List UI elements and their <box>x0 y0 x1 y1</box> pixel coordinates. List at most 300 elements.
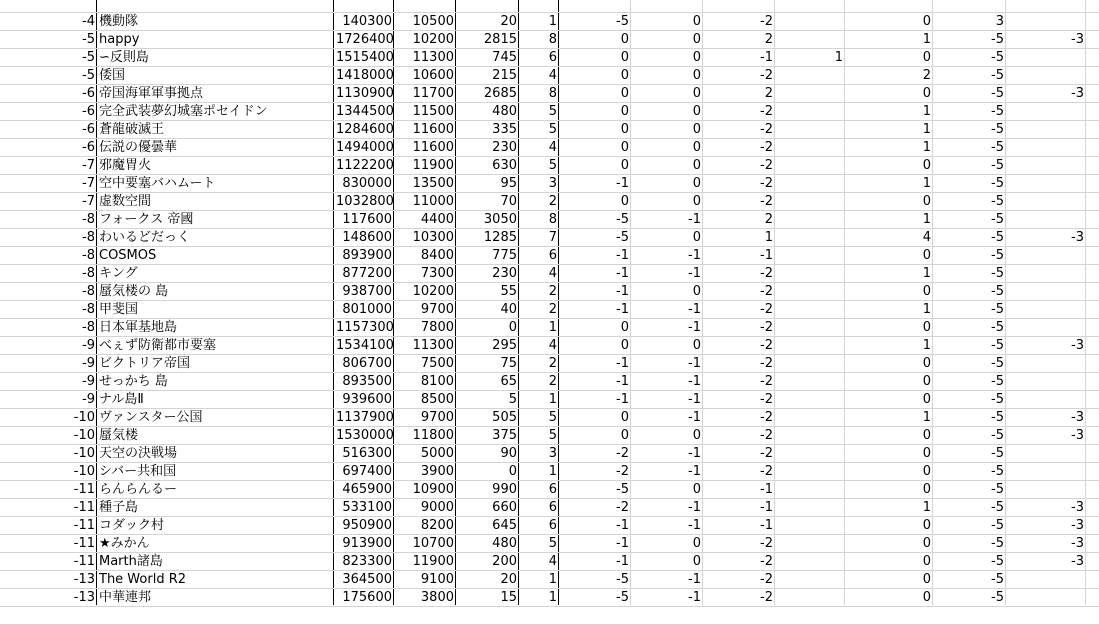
table-cell[interactable]: -11 <box>73 536 95 551</box>
table-cell[interactable] <box>775 337 845 354</box>
table-cell[interactable]: 2 <box>922 68 931 83</box>
island-name-cell[interactable]: らんらんるー <box>99 482 178 497</box>
table-cell[interactable]: 1534100 <box>336 338 394 353</box>
table-cell[interactable]: 0 <box>620 122 629 137</box>
table-cell[interactable]: 893900 <box>342 248 392 263</box>
table-cell[interactable]: -5 <box>991 140 1004 155</box>
table-cell[interactable]: 0 <box>922 50 931 65</box>
table-cell[interactable]: 1 <box>922 104 931 119</box>
table-cell[interactable]: 335 <box>492 122 517 137</box>
island-name-cell[interactable]: わいるどだっく <box>99 230 191 245</box>
island-name-cell[interactable]: Marth諸島 <box>99 554 163 569</box>
table-cell[interactable]: -11 <box>73 500 95 515</box>
table-cell[interactable] <box>559 0 631 12</box>
table-cell[interactable] <box>703 607 775 624</box>
table-cell[interactable] <box>933 0 1006 12</box>
table-cell[interactable] <box>1006 49 1086 66</box>
table-cell[interactable]: -1 <box>688 392 701 407</box>
table-cell[interactable] <box>775 409 845 426</box>
island-name-cell[interactable]: 蒼龍破滅王 <box>99 122 165 137</box>
island-name-cell[interactable]: ビクトリア帝国 <box>99 356 191 371</box>
table-cell[interactable]: 465900 <box>342 482 392 497</box>
table-cell[interactable]: 75 <box>500 356 517 371</box>
table-cell[interactable]: 6 <box>548 500 557 515</box>
table-cell[interactable]: -5 <box>616 212 629 227</box>
table-cell[interactable]: -5 <box>991 50 1004 65</box>
table-cell[interactable]: 0 <box>922 482 931 497</box>
table-cell[interactable]: -1 <box>688 302 701 317</box>
table-cell[interactable]: 8400 <box>420 248 454 263</box>
table-cell[interactable]: 1157300 <box>336 320 394 335</box>
table-cell[interactable]: 775 <box>492 248 517 263</box>
table-cell[interactable]: -1 <box>616 176 629 191</box>
table-cell[interactable]: -9 <box>82 392 95 407</box>
table-cell[interactable]: -5 <box>991 248 1004 263</box>
table-cell[interactable] <box>775 247 845 264</box>
table-cell[interactable]: -2 <box>760 536 773 551</box>
island-name-cell[interactable]: せっかち 島 <box>99 374 168 389</box>
table-cell[interactable]: -2 <box>760 104 773 119</box>
table-cell[interactable]: -2 <box>760 140 773 155</box>
table-cell[interactable]: 1 <box>922 176 931 191</box>
table-cell[interactable]: 2 <box>764 86 773 101</box>
table-cell[interactable] <box>1006 67 1086 84</box>
table-cell[interactable]: -5 <box>991 86 1004 101</box>
table-cell[interactable]: -1 <box>616 554 629 569</box>
island-name-cell[interactable]: 完全武装夢幻城塞ポセイドン <box>99 104 268 119</box>
island-name-cell[interactable]: 伝説の優曇華 <box>99 140 178 155</box>
table-cell[interactable]: 364500 <box>342 572 392 587</box>
table-cell[interactable] <box>775 391 845 408</box>
table-cell[interactable] <box>775 463 845 480</box>
table-cell[interactable] <box>1006 0 1086 12</box>
table-cell[interactable]: -2 <box>760 356 773 371</box>
table-cell[interactable] <box>456 607 519 624</box>
table-cell[interactable]: 2 <box>764 32 773 47</box>
table-cell[interactable]: 6 <box>548 248 557 263</box>
table-cell[interactable]: 4 <box>548 266 557 281</box>
table-cell[interactable]: -6 <box>82 86 95 101</box>
table-cell[interactable]: -1 <box>688 212 701 227</box>
table-cell[interactable]: 3800 <box>420 590 454 605</box>
table-cell[interactable]: 11900 <box>412 554 454 569</box>
table-cell[interactable]: 10200 <box>412 32 454 47</box>
table-cell[interactable]: -1 <box>688 518 701 533</box>
table-cell[interactable]: 10700 <box>412 536 454 551</box>
table-cell[interactable]: -2 <box>760 68 773 83</box>
table-cell[interactable]: 2 <box>548 284 557 299</box>
table-cell[interactable] <box>1006 445 1086 462</box>
table-cell[interactable] <box>394 607 456 624</box>
table-cell[interactable]: 65 <box>500 374 517 389</box>
table-cell[interactable]: 148600 <box>342 230 392 245</box>
table-cell[interactable]: 0 <box>922 392 931 407</box>
table-cell[interactable]: -1 <box>688 572 701 587</box>
table-cell[interactable] <box>775 85 845 102</box>
table-cell[interactable]: 0 <box>922 446 931 461</box>
island-name-cell[interactable]: 帝国海軍軍事拠点 <box>99 86 204 101</box>
table-cell[interactable]: 0 <box>508 464 517 479</box>
table-cell[interactable]: -5 <box>82 68 95 83</box>
table-cell[interactable]: 8 <box>548 86 557 101</box>
table-cell[interactable] <box>1006 355 1086 372</box>
table-cell[interactable] <box>775 103 845 120</box>
table-cell[interactable]: 0 <box>922 428 931 443</box>
table-cell[interactable]: 0 <box>620 140 629 155</box>
table-cell[interactable]: -5 <box>991 158 1004 173</box>
table-cell[interactable]: 295 <box>492 338 517 353</box>
table-cell[interactable]: -5 <box>82 50 95 65</box>
table-cell[interactable]: 1 <box>548 590 557 605</box>
table-cell[interactable]: -1 <box>688 590 701 605</box>
table-cell[interactable] <box>0 607 97 624</box>
table-cell[interactable]: -7 <box>82 194 95 209</box>
table-cell[interactable]: 0 <box>922 590 931 605</box>
table-cell[interactable]: -5 <box>616 482 629 497</box>
table-cell[interactable]: -2 <box>760 338 773 353</box>
table-cell[interactable]: 11900 <box>412 158 454 173</box>
table-cell[interactable]: 0 <box>508 320 517 335</box>
table-cell[interactable]: 990 <box>492 482 517 497</box>
table-cell[interactable]: -5 <box>82 32 95 47</box>
table-cell[interactable]: 0 <box>620 158 629 173</box>
table-cell[interactable] <box>456 0 519 12</box>
table-cell[interactable]: 95 <box>500 176 517 191</box>
table-cell[interactable]: -5 <box>991 536 1004 551</box>
island-name-cell[interactable]: キング <box>99 266 138 281</box>
table-cell[interactable]: 0 <box>692 428 701 443</box>
table-cell[interactable]: 200 <box>492 554 517 569</box>
table-cell[interactable]: 1494000 <box>336 140 394 155</box>
table-cell[interactable]: 2 <box>548 302 557 317</box>
table-cell[interactable] <box>775 265 845 282</box>
table-cell[interactable]: -5 <box>991 104 1004 119</box>
table-cell[interactable]: -3 <box>1071 554 1084 569</box>
table-cell[interactable]: 0 <box>620 338 629 353</box>
table-cell[interactable]: 877200 <box>342 266 392 281</box>
table-cell[interactable]: 1344500 <box>336 104 394 119</box>
table-cell[interactable]: -3 <box>1071 500 1084 515</box>
table-cell[interactable]: 0 <box>692 338 701 353</box>
table-cell[interactable]: 3 <box>548 446 557 461</box>
table-cell[interactable]: 1 <box>922 266 931 281</box>
table-cell[interactable]: -1 <box>688 266 701 281</box>
island-name-cell[interactable]: シバー共和国 <box>99 464 177 479</box>
table-cell[interactable] <box>775 175 845 192</box>
table-cell[interactable] <box>775 193 845 210</box>
table-cell[interactable]: 8100 <box>420 374 454 389</box>
table-cell[interactable] <box>1006 139 1086 156</box>
table-cell[interactable]: 2815 <box>483 32 517 47</box>
table-cell[interactable]: 0 <box>620 410 629 425</box>
island-name-cell[interactable]: 種子島 <box>99 500 139 515</box>
table-cell[interactable]: 0 <box>922 572 931 587</box>
table-cell[interactable] <box>1006 211 1086 228</box>
table-cell[interactable]: 0 <box>620 50 629 65</box>
table-cell[interactable]: -5 <box>991 122 1004 137</box>
table-cell[interactable] <box>775 67 845 84</box>
table-cell[interactable]: -2 <box>616 446 629 461</box>
island-name-cell[interactable]: 虚数空間 <box>99 194 152 209</box>
table-cell[interactable] <box>1006 283 1086 300</box>
table-cell[interactable] <box>1006 175 1086 192</box>
table-cell[interactable]: 5 <box>548 104 557 119</box>
table-cell[interactable] <box>631 607 703 624</box>
table-cell[interactable]: 480 <box>492 536 517 551</box>
table-cell[interactable]: 215 <box>492 68 517 83</box>
table-cell[interactable]: 8 <box>548 32 557 47</box>
table-cell[interactable]: -1 <box>688 464 701 479</box>
table-cell[interactable]: 15 <box>500 590 517 605</box>
table-cell[interactable]: 5 <box>548 122 557 137</box>
island-name-cell[interactable]: 倭国 <box>99 68 126 83</box>
table-cell[interactable]: 9700 <box>420 302 454 317</box>
table-cell[interactable]: 1 <box>922 32 931 47</box>
table-cell[interactable]: 6 <box>548 482 557 497</box>
table-cell[interactable]: 480 <box>492 104 517 119</box>
table-cell[interactable]: 3 <box>995 14 1004 29</box>
table-cell[interactable]: -1 <box>760 500 773 515</box>
table-cell[interactable]: 10300 <box>412 230 454 245</box>
table-cell[interactable]: 0 <box>922 518 931 533</box>
table-cell[interactable] <box>845 0 933 12</box>
table-cell[interactable]: -5 <box>991 32 1004 47</box>
table-cell[interactable]: -2 <box>760 284 773 299</box>
table-cell[interactable] <box>775 445 845 462</box>
table-cell[interactable]: 11600 <box>412 140 454 155</box>
table-cell[interactable] <box>775 157 845 174</box>
table-cell[interactable]: 1 <box>834 50 843 65</box>
table-cell[interactable] <box>1006 301 1086 318</box>
island-name-cell[interactable]: フォークス 帝國 <box>99 212 194 227</box>
island-name-cell[interactable]: 蜃気楼の 島 <box>99 284 169 299</box>
table-cell[interactable]: 645 <box>492 518 517 533</box>
table-cell[interactable]: 7300 <box>420 266 454 281</box>
table-cell[interactable]: 5 <box>548 428 557 443</box>
table-cell[interactable]: 533100 <box>342 500 392 515</box>
table-cell[interactable]: 0 <box>620 68 629 83</box>
table-cell[interactable]: -5 <box>991 428 1004 443</box>
table-cell[interactable]: -2 <box>760 554 773 569</box>
table-cell[interactable]: 1130900 <box>336 86 394 101</box>
table-cell[interactable] <box>1006 589 1086 606</box>
table-cell[interactable]: 55 <box>500 284 517 299</box>
table-cell[interactable] <box>1006 193 1086 210</box>
table-cell[interactable]: 950900 <box>342 518 392 533</box>
table-cell[interactable]: 0 <box>692 230 701 245</box>
table-cell[interactable] <box>334 0 394 12</box>
table-cell[interactable]: 893500 <box>342 374 392 389</box>
table-cell[interactable]: 1 <box>922 140 931 155</box>
table-cell[interactable]: -5 <box>991 518 1004 533</box>
table-cell[interactable]: 3050 <box>483 212 517 227</box>
table-cell[interactable]: 660 <box>492 500 517 515</box>
table-cell[interactable]: 7500 <box>420 356 454 371</box>
table-cell[interactable]: -1 <box>616 302 629 317</box>
table-cell[interactable]: 10900 <box>412 482 454 497</box>
table-cell[interactable]: -8 <box>82 230 95 245</box>
table-cell[interactable]: 939600 <box>342 392 392 407</box>
table-cell[interactable]: 90 <box>500 446 517 461</box>
table-cell[interactable]: 2 <box>548 194 557 209</box>
table-cell[interactable]: -2 <box>760 410 773 425</box>
table-cell[interactable]: -1 <box>616 392 629 407</box>
table-cell[interactable]: 2 <box>548 374 557 389</box>
table-cell[interactable]: -5 <box>991 446 1004 461</box>
table-cell[interactable]: 20 <box>500 572 517 587</box>
table-cell[interactable] <box>775 139 845 156</box>
table-cell[interactable] <box>775 589 845 606</box>
table-cell[interactable]: 375 <box>492 428 517 443</box>
table-cell[interactable]: -5 <box>991 176 1004 191</box>
table-cell[interactable] <box>559 607 631 624</box>
table-cell[interactable]: 9100 <box>420 572 454 587</box>
table-cell[interactable]: 230 <box>492 266 517 281</box>
table-cell[interactable]: 1 <box>764 230 773 245</box>
table-cell[interactable]: 4 <box>548 140 557 155</box>
table-cell[interactable]: 1 <box>922 410 931 425</box>
table-cell[interactable]: -5 <box>991 266 1004 281</box>
table-cell[interactable]: 0 <box>922 374 931 389</box>
table-cell[interactable]: 1032800 <box>336 194 394 209</box>
table-cell[interactable]: 140300 <box>342 14 392 29</box>
table-cell[interactable]: -5 <box>616 230 629 245</box>
table-cell[interactable]: -2 <box>760 194 773 209</box>
table-cell[interactable]: 0 <box>692 140 701 155</box>
table-cell[interactable]: 0 <box>692 176 701 191</box>
table-cell[interactable]: 0 <box>922 554 931 569</box>
table-cell[interactable]: -5 <box>991 212 1004 227</box>
table-cell[interactable] <box>394 0 456 12</box>
table-cell[interactable]: 0 <box>692 554 701 569</box>
table-cell[interactable]: -1 <box>616 284 629 299</box>
table-cell[interactable]: 1515400 <box>336 50 394 65</box>
table-cell[interactable]: -3 <box>1071 536 1084 551</box>
table-cell[interactable]: -3 <box>1071 338 1084 353</box>
table-cell[interactable]: 2 <box>548 356 557 371</box>
table-cell[interactable]: -2 <box>760 374 773 389</box>
table-cell[interactable]: -2 <box>760 428 773 443</box>
island-name-cell[interactable]: べぇず防衛都市要塞 <box>99 338 217 353</box>
island-name-cell[interactable]: 日本軍基地島 <box>99 320 178 335</box>
table-cell[interactable] <box>775 31 845 48</box>
table-cell[interactable]: -13 <box>73 590 95 605</box>
table-cell[interactable]: -8 <box>82 284 95 299</box>
table-cell[interactable]: -6 <box>82 104 95 119</box>
table-cell[interactable]: 516300 <box>342 446 392 461</box>
table-cell[interactable] <box>1006 373 1086 390</box>
table-cell[interactable]: -3 <box>1071 86 1084 101</box>
table-cell[interactable]: 5000 <box>420 446 454 461</box>
table-cell[interactable]: 0 <box>922 320 931 335</box>
island-name-cell[interactable]: The World R2 <box>99 572 187 587</box>
table-cell[interactable]: 8 <box>548 212 557 227</box>
table-cell[interactable]: 5 <box>548 158 557 173</box>
table-cell[interactable]: 10200 <box>412 284 454 299</box>
table-cell[interactable]: -5 <box>991 338 1004 353</box>
table-cell[interactable]: 0 <box>692 194 701 209</box>
table-cell[interactable] <box>1006 247 1086 264</box>
table-cell[interactable] <box>1006 121 1086 138</box>
table-cell[interactable] <box>703 0 775 12</box>
table-cell[interactable]: -2 <box>760 464 773 479</box>
table-cell[interactable]: 2685 <box>483 86 517 101</box>
table-cell[interactable]: -9 <box>82 338 95 353</box>
table-cell[interactable]: 7800 <box>420 320 454 335</box>
table-cell[interactable]: -2 <box>760 320 773 335</box>
table-cell[interactable]: -2 <box>760 590 773 605</box>
table-cell[interactable]: -1 <box>688 356 701 371</box>
table-cell[interactable]: -2 <box>616 500 629 515</box>
table-cell[interactable] <box>1006 265 1086 282</box>
table-cell[interactable]: 1 <box>922 212 931 227</box>
table-cell[interactable]: -5 <box>991 194 1004 209</box>
table-cell[interactable]: -2 <box>760 392 773 407</box>
table-cell[interactable]: 0 <box>692 86 701 101</box>
table-cell[interactable]: -1 <box>760 248 773 263</box>
table-cell[interactable]: 0 <box>620 104 629 119</box>
table-cell[interactable]: -5 <box>991 500 1004 515</box>
table-cell[interactable]: -5 <box>991 554 1004 569</box>
table-cell[interactable]: -6 <box>82 122 95 137</box>
table-cell[interactable] <box>775 427 845 444</box>
table-cell[interactable]: -6 <box>82 140 95 155</box>
table-cell[interactable] <box>775 499 845 516</box>
island-name-cell[interactable]: ★みかん <box>99 536 150 551</box>
table-cell[interactable]: 1 <box>548 572 557 587</box>
table-cell[interactable] <box>775 121 845 138</box>
island-name-cell[interactable]: コダック村 <box>99 518 165 533</box>
table-cell[interactable] <box>775 0 845 12</box>
table-cell[interactable]: 0 <box>692 536 701 551</box>
table-cell[interactable] <box>1006 607 1086 624</box>
table-cell[interactable]: -1 <box>688 374 701 389</box>
table-cell[interactable]: 0 <box>922 194 931 209</box>
island-name-cell[interactable]: 空中要塞バハムート <box>99 176 216 191</box>
table-cell[interactable]: 830000 <box>342 176 392 191</box>
table-cell[interactable] <box>775 373 845 390</box>
table-cell[interactable]: -1 <box>616 518 629 533</box>
island-name-cell[interactable]: COSMOS <box>99 248 157 263</box>
table-cell[interactable]: 175600 <box>342 590 392 605</box>
table-cell[interactable] <box>775 319 845 336</box>
table-cell[interactable]: -2 <box>760 572 773 587</box>
table-cell[interactable]: -5 <box>991 410 1004 425</box>
table-cell[interactable]: 9700 <box>420 410 454 425</box>
table-cell[interactable]: 0 <box>692 68 701 83</box>
table-cell[interactable]: -2 <box>760 14 773 29</box>
table-cell[interactable]: -5 <box>991 320 1004 335</box>
table-cell[interactable]: -10 <box>73 446 95 461</box>
table-cell[interactable]: -1 <box>688 248 701 263</box>
table-cell[interactable]: -1 <box>688 320 701 335</box>
table-cell[interactable]: 630 <box>492 158 517 173</box>
table-cell[interactable]: -11 <box>73 554 95 569</box>
table-cell[interactable]: -2 <box>760 158 773 173</box>
table-cell[interactable]: 13500 <box>412 176 454 191</box>
table-cell[interactable]: -11 <box>73 518 95 533</box>
table-cell[interactable] <box>1006 103 1086 120</box>
table-cell[interactable]: -8 <box>82 248 95 263</box>
table-cell[interactable] <box>775 355 845 372</box>
table-cell[interactable]: -2 <box>760 446 773 461</box>
table-cell[interactable] <box>1006 571 1086 588</box>
table-cell[interactable]: -1 <box>760 482 773 497</box>
table-cell[interactable]: -2 <box>616 464 629 479</box>
island-name-cell[interactable]: 邪魔胃火 <box>99 158 152 173</box>
table-cell[interactable]: -1 <box>616 356 629 371</box>
table-cell[interactable]: 0 <box>922 284 931 299</box>
